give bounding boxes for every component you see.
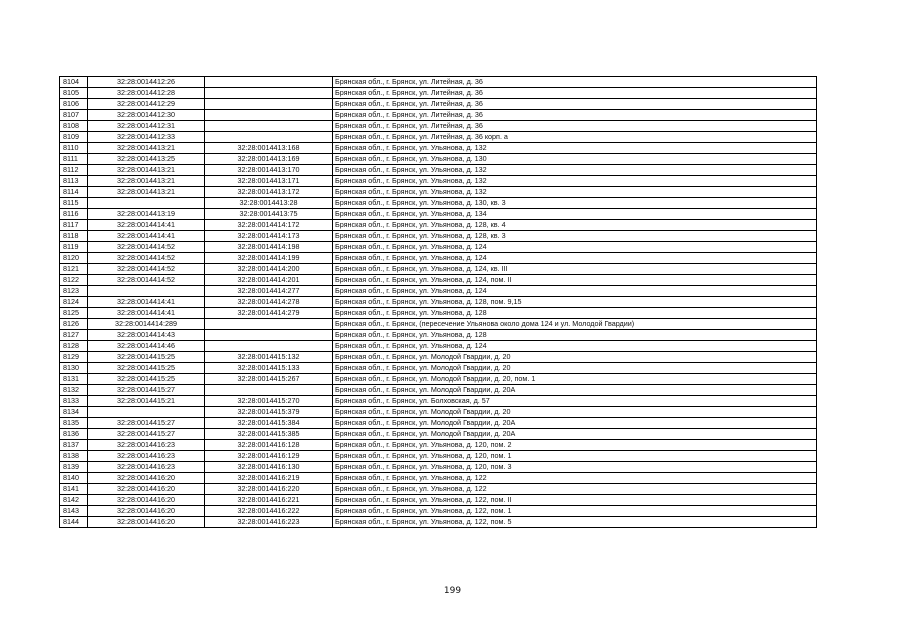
cadastral-number-cell: [205, 110, 333, 121]
address-cell: Брянская обл., г. Брянск, ул. Ульянова, д. 132: [333, 165, 817, 176]
table-row: [60, 308, 817, 319]
row-number-cell: 8108: [60, 121, 88, 132]
row-number-cell: 8143: [60, 506, 88, 517]
cadastral-number-cell: [205, 341, 333, 352]
table-row: [60, 275, 817, 286]
cadastral-number-cell: 32:28:0014416:220: [205, 484, 333, 495]
table-row: [60, 132, 817, 143]
cadastral-number-cell: 32:28:0014414:279: [205, 308, 333, 319]
cadastral-quarter-cell: 32:28:0014414:46: [88, 341, 205, 352]
cadastral-quarter-cell: 32:28:0014416:20: [88, 506, 205, 517]
cadastral-number-cell: 32:28:0014413:169: [205, 154, 333, 165]
cadastral-number-cell: [205, 319, 333, 330]
table-row: [60, 407, 817, 418]
address-cell: Брянская обл., г. Брянск, ул. Молодой Гвардии, д. 20: [333, 352, 817, 363]
cadastral-quarter-cell: 32:28:0014414:41: [88, 297, 205, 308]
row-number-cell: 8134: [60, 407, 88, 418]
row-number-cell: 8136: [60, 429, 88, 440]
address-cell: Брянская обл., г. Брянск, ул. Ульянова, д. 134: [333, 209, 817, 220]
cadastral-quarter-cell: 32:28:0014414:41: [88, 220, 205, 231]
row-number-cell: 8120: [60, 253, 88, 264]
cadastral-number-cell: [205, 88, 333, 99]
table-row: [60, 286, 817, 297]
row-number-cell: 8132: [60, 385, 88, 396]
address-cell: Брянская обл., г. Брянск, ул. Ульянова, д. 128, пом. 9,15: [333, 297, 817, 308]
cadastral-quarter-cell: 32:28:0014415:21: [88, 396, 205, 407]
cadastral-number-cell: [205, 330, 333, 341]
table-row: [60, 396, 817, 407]
address-cell: Брянская обл., г. Брянск, ул. Молодой Гвардии, д. 20, пом. 1: [333, 374, 817, 385]
cadastral-number-cell: 32:28:0014414:172: [205, 220, 333, 231]
page-number: 199: [443, 586, 462, 596]
cadastral-quarter-cell: 32:28:0014414:52: [88, 253, 205, 264]
address-cell: Брянская обл., г. Брянск, ул. Ульянова, д. 132: [333, 176, 817, 187]
row-number-cell: 8131: [60, 374, 88, 385]
table-row: [60, 154, 817, 165]
row-number-cell: 8135: [60, 418, 88, 429]
address-cell: Брянская обл., г. Брянск, ул. Ульянова, д. 132: [333, 187, 817, 198]
address-cell: Брянская обл., г. Брянск, ул. Ульянова, д. 120, пом. 1: [333, 451, 817, 462]
cadastral-quarter-cell: 32:28:0014413:21: [88, 143, 205, 154]
cadastral-number-cell: 32:28:0014415:270: [205, 396, 333, 407]
cadastral-number-cell: 32:28:0014415:132: [205, 352, 333, 363]
row-number-cell: 8133: [60, 396, 88, 407]
cadastral-quarter-cell: 32:28:0014413:21: [88, 187, 205, 198]
cadastral-quarter-cell: 32:28:0014412:29: [88, 99, 205, 110]
row-number-cell: 8125: [60, 308, 88, 319]
cadastral-number-cell: 32:28:0014416:221: [205, 495, 333, 506]
address-cell: Брянская обл., г. Брянск, ул. Литейная, д. 36: [333, 110, 817, 121]
cadastral-number-cell: 32:28:0014414:201: [205, 275, 333, 286]
cadastral-quarter-cell: 32:28:0014412:33: [88, 132, 205, 143]
address-cell: Брянская обл., г. Брянск, ул. Литейная, д. 36: [333, 121, 817, 132]
cadastral-number-cell: 32:28:0014416:222: [205, 506, 333, 517]
cadastral-quarter-cell: 32:28:0014413:19: [88, 209, 205, 220]
address-cell: Брянская обл., г. Брянск, ул. Ульянова, д. 128: [333, 330, 817, 341]
cadastral-quarter-cell: 32:28:0014416:23: [88, 462, 205, 473]
row-number-cell: 8137: [60, 440, 88, 451]
table-row: [60, 121, 817, 132]
address-cell: Брянская обл., г. Брянск, ул. Ульянова, д. 122: [333, 484, 817, 495]
row-number-cell: 8127: [60, 330, 88, 341]
cadastral-quarter-cell: 32:28:0014413:21: [88, 165, 205, 176]
cadastral-quarter-cell: 32:28:0014414:41: [88, 308, 205, 319]
cadastral-number-cell: 32:28:0014415:384: [205, 418, 333, 429]
cadastral-number-cell: 32:28:0014414:278: [205, 297, 333, 308]
address-cell: Брянская обл., г. Брянск, (пересечение Ульянова около дома 124 и ул. Молодой Гвардии): [333, 319, 817, 330]
cadastral-quarter-cell: [88, 198, 205, 209]
table-row: [60, 77, 817, 88]
address-cell: Брянская обл., г. Брянск, ул. Ульянова, д. 124, кв. III: [333, 264, 817, 275]
cadastral-quarter-cell: 32:28:0014412:26: [88, 77, 205, 88]
cadastral-number-cell: 32:28:0014413:172: [205, 187, 333, 198]
cadastral-number-cell: [205, 77, 333, 88]
table-row: [60, 110, 817, 121]
cadastral-quarter-cell: 32:28:0014416:20: [88, 495, 205, 506]
row-number-cell: 8112: [60, 165, 88, 176]
table-row: [60, 330, 817, 341]
row-number-cell: 8106: [60, 99, 88, 110]
cadastral-quarter-cell: 32:28:0014415:25: [88, 374, 205, 385]
cadastral-number-cell: 32:28:0014415:267: [205, 374, 333, 385]
row-number-cell: 8104: [60, 77, 88, 88]
cadastral-quarter-cell: 32:28:0014414:43: [88, 330, 205, 341]
cadastral-quarter-cell: 32:28:0014414:52: [88, 242, 205, 253]
row-number-cell: 8119: [60, 242, 88, 253]
row-number-cell: 8142: [60, 495, 88, 506]
row-number-cell: 8113: [60, 176, 88, 187]
row-number-cell: 8140: [60, 473, 88, 484]
address-cell: Брянская обл., г. Брянск, ул. Молодой Гвардии, д. 20А: [333, 418, 817, 429]
row-number-cell: 8138: [60, 451, 88, 462]
address-cell: Брянская обл., г. Брянск, ул. Ульянова, д. 128, кв. 3: [333, 231, 817, 242]
cadastral-quarter-cell: 32:28:0014415:25: [88, 352, 205, 363]
row-number-cell: 8123: [60, 286, 88, 297]
table-row: [60, 517, 817, 528]
table-row: [60, 165, 817, 176]
address-cell: Брянская обл., г. Брянск, ул. Ульянова, д. 128: [333, 308, 817, 319]
row-number-cell: 8107: [60, 110, 88, 121]
table-row: [60, 88, 817, 99]
table-row: [60, 187, 817, 198]
cadastral-quarter-cell: 32:28:0014415:27: [88, 418, 205, 429]
address-cell: Брянская обл., г. Брянск, ул. Молодой Гвардии, д. 20: [333, 363, 817, 374]
cadastral-quarter-cell: 32:28:0014416:20: [88, 517, 205, 528]
cadastral-number-cell: 32:28:0014415:385: [205, 429, 333, 440]
row-number-cell: 8116: [60, 209, 88, 220]
table-row: [60, 429, 817, 440]
table-row: [60, 253, 817, 264]
row-number-cell: 8109: [60, 132, 88, 143]
cadastral-number-cell: 32:28:0014416:223: [205, 517, 333, 528]
cadastral-quarter-cell: [88, 407, 205, 418]
cadastral-quarter-cell: 32:28:0014413:25: [88, 154, 205, 165]
row-number-cell: 8128: [60, 341, 88, 352]
table-row: [60, 264, 817, 275]
table-row: [60, 352, 817, 363]
address-cell: Брянская обл., г. Брянск, ул. Молодой Гвардии, д. 20: [333, 407, 817, 418]
table-row: [60, 473, 817, 484]
address-cell: Брянская обл., г. Брянск, ул. Ульянова, д. 124, пом. II: [333, 275, 817, 286]
address-cell: Брянская обл., г. Брянск, ул. Литейная, д. 36: [333, 77, 817, 88]
cadastral-quarter-cell: 32:28:0014412:28: [88, 88, 205, 99]
table-row: [60, 341, 817, 352]
address-cell: Брянская обл., г. Брянск, ул. Литейная, д. 36: [333, 99, 817, 110]
cadastral-quarter-cell: 32:28:0014412:31: [88, 121, 205, 132]
row-number-cell: 8105: [60, 88, 88, 99]
address-cell: Брянская обл., г. Брянск, ул. Молодой Гвардии, д. 20А: [333, 429, 817, 440]
table-row: [60, 231, 817, 242]
address-cell: Брянская обл., г. Брянск, ул. Ульянова, д. 124: [333, 286, 817, 297]
table-row: [60, 374, 817, 385]
cadastral-quarter-cell: 32:28:0014414:289: [88, 319, 205, 330]
address-cell: Брянская обл., г. Брянск, ул. Болховская, д. 57: [333, 396, 817, 407]
address-cell: Брянская обл., г. Брянск, ул. Ульянова, д. 122: [333, 473, 817, 484]
cadastral-number-cell: 32:28:0014414:200: [205, 264, 333, 275]
table-row: [60, 176, 817, 187]
cadastral-number-cell: 32:28:0014414:173: [205, 231, 333, 242]
table-row: [60, 418, 817, 429]
row-number-cell: 8141: [60, 484, 88, 495]
table-row: [60, 297, 817, 308]
table-row: [60, 220, 817, 231]
cadastral-number-cell: [205, 121, 333, 132]
address-cell: Брянская обл., г. Брянск, ул. Ульянова, д. 124: [333, 341, 817, 352]
address-cell: Брянская обл., г. Брянск, ул. Ульянова, д. 130, кв. 3: [333, 198, 817, 209]
table-row: [60, 462, 817, 473]
address-cell: Брянская обл., г. Брянск, ул. Ульянова, д. 122, пом. 5: [333, 517, 817, 528]
cadastral-quarter-cell: 32:28:0014416:20: [88, 484, 205, 495]
row-number-cell: 8114: [60, 187, 88, 198]
cadastral-quarter-cell: 32:28:0014414:41: [88, 231, 205, 242]
cadastral-number-cell: 32:28:0014416:219: [205, 473, 333, 484]
address-cell: Брянская обл., г. Брянск, ул. Ульянова, д. 124: [333, 253, 817, 264]
table-row: [60, 484, 817, 495]
cadastral-number-cell: 32:28:0014413:75: [205, 209, 333, 220]
address-cell: Брянская обл., г. Брянск, ул. Ульянова, д. 124: [333, 242, 817, 253]
cadastral-quarter-cell: 32:28:0014413:21: [88, 176, 205, 187]
table-row: [60, 451, 817, 462]
cadastral-quarter-cell: 32:28:0014414:52: [88, 264, 205, 275]
table-row: [60, 99, 817, 110]
table-row: [60, 143, 817, 154]
cadastral-number-cell: [205, 132, 333, 143]
cadastral-number-cell: 32:28:0014413:170: [205, 165, 333, 176]
table-row: [60, 198, 817, 209]
row-number-cell: 8115: [60, 198, 88, 209]
cadastral-quarter-cell: 32:28:0014416:20: [88, 473, 205, 484]
row-number-cell: 8110: [60, 143, 88, 154]
cadastral-quarter-cell: 32:28:0014415:25: [88, 363, 205, 374]
cadastral-number-cell: 32:28:0014415:379: [205, 407, 333, 418]
cadastral-number-cell: 32:28:0014414:277: [205, 286, 333, 297]
cadastral-quarter-cell: [88, 286, 205, 297]
cadastral-quarter-cell: 32:28:0014412:30: [88, 110, 205, 121]
cadastral-number-cell: 32:28:0014415:133: [205, 363, 333, 374]
address-cell: Брянская обл., г. Брянск, ул. Ульянова, д. 122, пом. II: [333, 495, 817, 506]
table-row: [60, 209, 817, 220]
row-number-cell: 8122: [60, 275, 88, 286]
address-cell: Брянская обл., г. Брянск, ул. Ульянова, д. 120, пом. 3: [333, 462, 817, 473]
row-number-cell: 8121: [60, 264, 88, 275]
table-row: [60, 363, 817, 374]
row-number-cell: 8118: [60, 231, 88, 242]
row-number-cell: 8144: [60, 517, 88, 528]
table-body: [60, 77, 817, 528]
table-row: [60, 319, 817, 330]
address-cell: Брянская обл., г. Брянск, ул. Ульянова, д. 120, пом. 2: [333, 440, 817, 451]
cadastral-number-cell: 32:28:0014414:199: [205, 253, 333, 264]
address-cell: Брянская обл., г. Брянск, ул. Ульянова, д. 132: [333, 143, 817, 154]
row-number-cell: 8124: [60, 297, 88, 308]
cadastral-quarter-cell: 32:28:0014416:23: [88, 451, 205, 462]
cadastral-number-cell: 32:28:0014413:28: [205, 198, 333, 209]
row-number-cell: 8130: [60, 363, 88, 374]
cadastral-quarter-cell: 32:28:0014414:52: [88, 275, 205, 286]
address-cell: Брянская обл., г. Брянск, ул. Молодой Гвардии, д. 20А: [333, 385, 817, 396]
row-number-cell: 8139: [60, 462, 88, 473]
cadastral-quarter-cell: 32:28:0014415:27: [88, 385, 205, 396]
cadastral-number-cell: [205, 385, 333, 396]
address-cell: Брянская обл., г. Брянск, ул. Ульянова, д. 122, пом. 1: [333, 506, 817, 517]
row-number-cell: 8117: [60, 220, 88, 231]
table-row: [60, 495, 817, 506]
cadastral-quarter-cell: 32:28:0014415:27: [88, 429, 205, 440]
address-cell: Брянская обл., г. Брянск, ул. Литейная, д. 36 корп. а: [333, 132, 817, 143]
cadastral-number-cell: 32:28:0014413:171: [205, 176, 333, 187]
registry-table: [59, 76, 817, 528]
row-number-cell: 8129: [60, 352, 88, 363]
table-row: [60, 385, 817, 396]
row-number-cell: 8126: [60, 319, 88, 330]
cadastral-number-cell: 32:28:0014416:130: [205, 462, 333, 473]
table-row: [60, 440, 817, 451]
cadastral-number-cell: 32:28:0014416:129: [205, 451, 333, 462]
cadastral-number-cell: 32:28:0014416:128: [205, 440, 333, 451]
cadastral-number-cell: 32:28:0014413:168: [205, 143, 333, 154]
address-cell: Брянская обл., г. Брянск, ул. Ульянова, д. 128, кв. 4: [333, 220, 817, 231]
cadastral-number-cell: 32:28:0014414:198: [205, 242, 333, 253]
address-cell: Брянская обл., г. Брянск, ул. Ульянова, д. 130: [333, 154, 817, 165]
cadastral-number-cell: [205, 99, 333, 110]
address-cell: Брянская обл., г. Брянск, ул. Литейная, д. 36: [333, 88, 817, 99]
table-row: [60, 506, 817, 517]
cadastral-quarter-cell: 32:28:0014416:23: [88, 440, 205, 451]
table-row: [60, 242, 817, 253]
row-number-cell: 8111: [60, 154, 88, 165]
